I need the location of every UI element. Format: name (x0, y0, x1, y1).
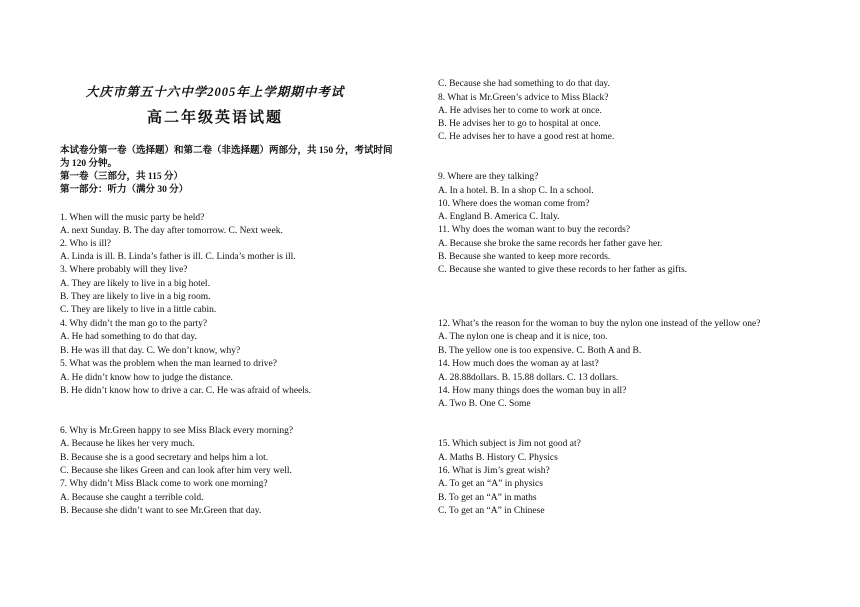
question-line: 10. Where does the woman come from? (438, 199, 590, 209)
question-line: 9. Where are they talking? (438, 172, 539, 182)
exam-subtitle: 高二年级英语试题 (146, 110, 283, 126)
answer-line: A. Two B. One C. Some (438, 399, 531, 409)
answer-line: B. Because she wanted to keep more records. (438, 252, 611, 262)
answer-line: A. Because she caught a terrible cold. (60, 493, 204, 503)
question-line: 3. Where probably will they live? (60, 265, 188, 275)
intro-line-1: 本试卷分第一卷（选择题）和第二卷（非选择题）两部分，共 150 分，考试时间 (60, 146, 393, 156)
answer-line: B. He didn’t know how to drive a car. C. He was afraid of wheels. (60, 386, 311, 396)
answer-line: A. To get an “A” in physics (438, 479, 543, 489)
answer-line: A. next Sunday. B. The day after tomorrow. C. Next week. (60, 226, 283, 236)
answer-line: B. He was ill that day. C. We don’t know, why? (60, 346, 241, 356)
answer-line: A. Because she broke the same records her father gave her. (438, 239, 663, 249)
question-line: 5. What was the problem when the man learned to drive? (60, 359, 277, 369)
question-line: 12. What’s the reason for the woman to buy the nylon one instead of the yellow one? (438, 319, 761, 329)
answer-line: A. They are likely to live in a big hotel. (60, 279, 210, 289)
volume-heading: 第一卷（三部分，共 115 分） (60, 172, 183, 182)
exam-title: 大庆市第五十六中学2005年上学期期中考试 (85, 85, 345, 99)
answer-line: B. Because she didn’t want to see Mr.Green that day. (60, 506, 262, 516)
answer-line: B. Because she is a good secretary and helps him a lot. (60, 453, 269, 463)
answer-line: C. They are likely to live in a little cabin. (60, 305, 217, 315)
answer-line: A. He had something to do that day. (60, 332, 197, 342)
question-line: 14. How much does the woman ay at last? (438, 359, 599, 369)
question-line: 11. Why does the woman want to buy the records? (438, 225, 631, 235)
answer-line: B. They are likely to live in a big room. (60, 292, 211, 302)
answer-line: A. Maths B. History C. Physics (438, 453, 558, 463)
answer-line: A. England B. America C. Italy. (438, 212, 560, 222)
answer-line: B. He advises her to go to hospital at once. (438, 119, 601, 129)
answer-line: A. He didn’t know how to judge the distance. (60, 373, 233, 383)
part-heading: 第一部分：听力（满分 30 分） (60, 185, 189, 195)
answer-line: A. Because he likes her very much. (60, 439, 195, 449)
answer-line: C. He advises her to have a good rest at home. (438, 132, 615, 142)
answer-line: A. He advises her to come to work at once. (438, 106, 602, 116)
question-line: 7. Why didn’t Miss Black come to work one morning? (60, 479, 268, 489)
question-line: 14. How many things does the woman buy in all? (438, 386, 627, 396)
answer-line: A. 28.88dollars. B. 15.88 dollars. C. 13 dollars. (438, 373, 619, 383)
answer-line: C. Because she had something to do that day. (438, 79, 610, 89)
answer-line: A. The nylon one is cheap and it is nice, too. (438, 332, 608, 342)
intro-line-2: 为 120 分钟。 (60, 159, 118, 169)
question-line: 8. What is Mr.Green’s advice to Miss Black? (438, 93, 609, 103)
answer-line: A. Linda is ill. B. Linda’s father is ill. C. Linda’s mother is ill. (60, 252, 296, 262)
answer-line: B. To get an “A” in maths (438, 493, 537, 503)
answer-line: C. To get an “A” in Chinese (438, 506, 545, 516)
question-line: 2. Who is ill? (60, 239, 112, 249)
answer-line: C. Because she wanted to give these records to her father as gifts. (438, 265, 688, 275)
answer-line: C. Because she likes Green and can look after him very well. (60, 466, 292, 476)
question-line: 16. What is Jim’s great wish? (438, 466, 550, 476)
answer-line: B. The yellow one is too expensive. C. Both A and B. (438, 346, 642, 356)
question-line: 1. When will the music party be held? (60, 213, 205, 223)
question-line: 6. Why is Mr.Green happy to see Miss Black every morning? (60, 426, 294, 436)
question-line: 4. Why didn’t the man go to the party? (60, 319, 208, 329)
question-line: 15. Which subject is Jim not good at? (438, 439, 581, 449)
answer-line: A. In a hotel. B. In a shop C. In a school. (438, 186, 594, 196)
